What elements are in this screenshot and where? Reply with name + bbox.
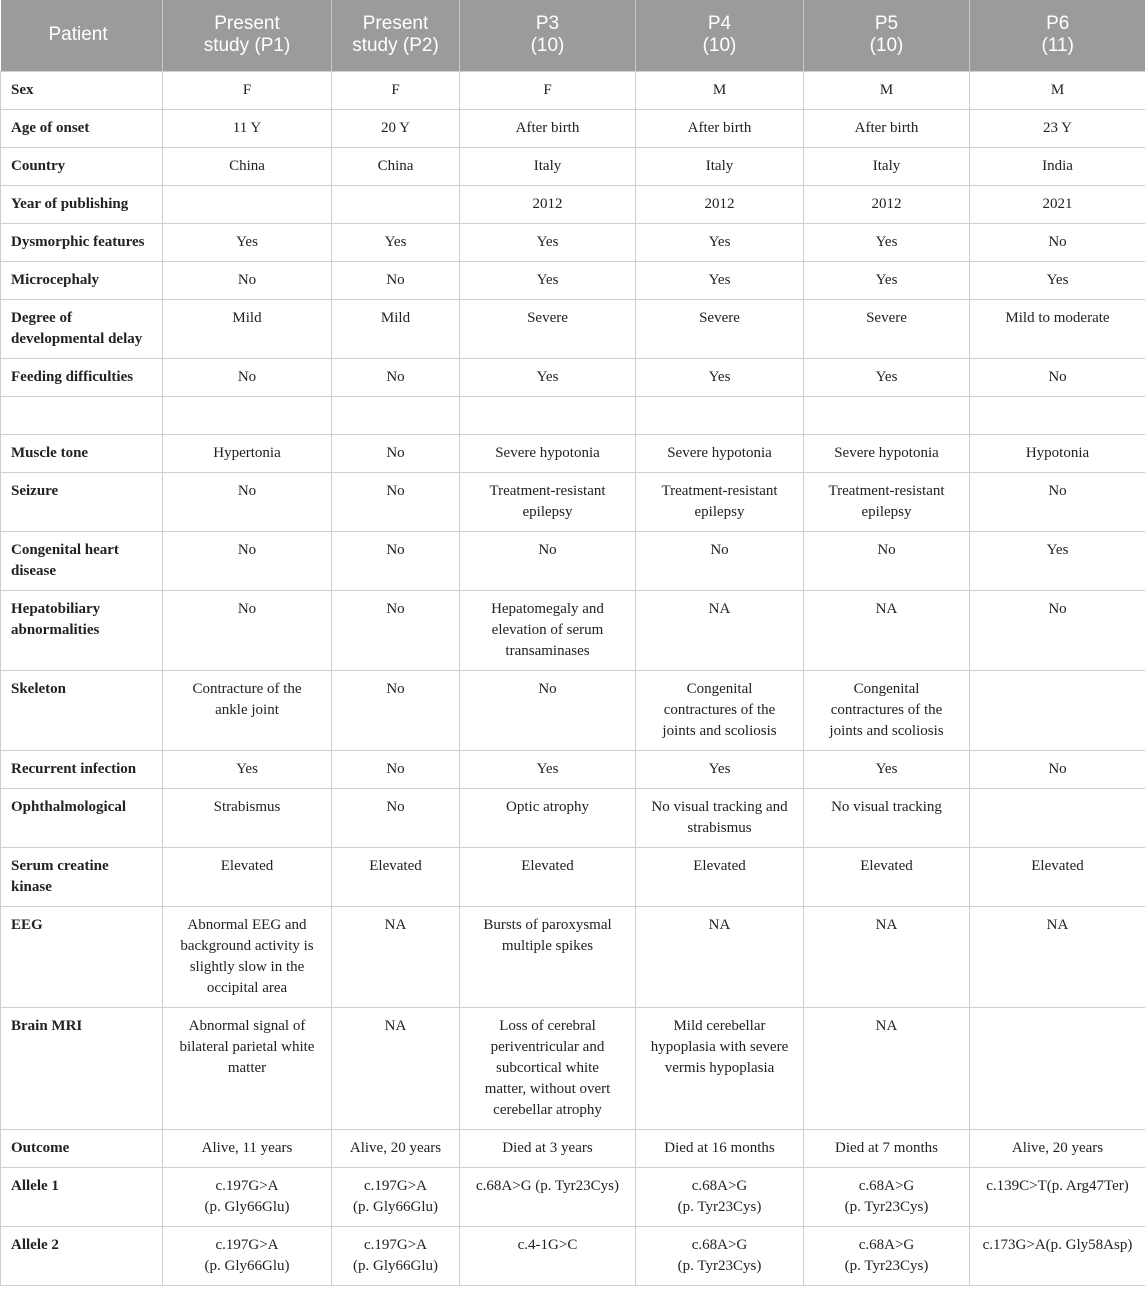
table-row [1, 906, 1145, 1007]
table-cell: India [970, 147, 1145, 185]
row-label: Sex [1, 71, 163, 109]
table-cell: Congenital contractures of the joints and scoliosis [804, 670, 970, 750]
table-cell: Elevated [460, 847, 636, 906]
header-column: P4 (10) [636, 0, 804, 71]
table-cell: Loss of cerebral periventricular and subcortical white matter, without overt cerebellar atrophy [460, 1007, 636, 1129]
table-cell: Hepatomegaly and elevation of serum transaminases [460, 590, 636, 670]
table-cell: Treatment-resistant epilepsy [460, 472, 636, 531]
table-cell: Strabismus [163, 788, 332, 847]
row-label: Degree of developmental delay [1, 299, 163, 358]
table-cell: NA [804, 590, 970, 670]
table-cell: Alive, 20 years [332, 1129, 460, 1167]
table-cell: Alive, 20 years [970, 1129, 1145, 1167]
row-label: Skeleton [1, 670, 163, 750]
table-cell: c.68A>G (p. Tyr23Cys) [804, 1167, 970, 1226]
table-cell: No [332, 590, 460, 670]
table-row [1, 1167, 1145, 1226]
table-cell: Abnormal EEG and background activity is slightly slow in the occipital area [163, 906, 332, 1007]
table-body [1, 71, 1145, 1285]
table-cell: No [332, 472, 460, 531]
table-cell: No [163, 472, 332, 531]
table-cell: No [970, 358, 1145, 396]
table-cell: Mild [163, 299, 332, 358]
table-row [1, 847, 1145, 906]
table-cell: Severe [636, 299, 804, 358]
table-cell: Yes [163, 223, 332, 261]
table-cell: Severe hypotonia [804, 434, 970, 472]
table-cell [460, 396, 636, 434]
table-cell: c.197G>A (p. Gly66Glu) [332, 1167, 460, 1226]
row-label [1, 396, 163, 434]
table-cell: M [636, 71, 804, 109]
table-cell: Yes [163, 750, 332, 788]
table-cell: Treatment-resistant epilepsy [804, 472, 970, 531]
table-cell: Mild [332, 299, 460, 358]
table-cell: Yes [970, 261, 1145, 299]
header-column: P3 (10) [460, 0, 636, 71]
table-cell: No [460, 531, 636, 590]
row-label: Serum creatine kinase [1, 847, 163, 906]
table-cell: M [970, 71, 1145, 109]
table-cell [163, 185, 332, 223]
table-cell: Elevated [332, 847, 460, 906]
table-cell: Yes [970, 531, 1145, 590]
row-label: Muscle tone [1, 434, 163, 472]
table-cell: Bursts of paroxysmal multiple spikes [460, 906, 636, 1007]
table-cell: After birth [460, 109, 636, 147]
table-row [1, 109, 1145, 147]
table-cell: No [970, 590, 1145, 670]
table-cell [804, 396, 970, 434]
table-cell: Mild cerebellar hypoplasia with severe vermis hypoplasia [636, 1007, 804, 1129]
table-cell: Optic atrophy [460, 788, 636, 847]
header-column: Present study (P1) [163, 0, 332, 71]
table-cell: Yes [460, 261, 636, 299]
table-cell: After birth [804, 109, 970, 147]
row-label: Dysmorphic features [1, 223, 163, 261]
table-row [1, 223, 1145, 261]
table-cell: Yes [804, 358, 970, 396]
header-patient: Patient [1, 0, 163, 71]
table-cell: c.68A>G (p. Tyr23Cys) [636, 1226, 804, 1285]
table-row [1, 670, 1145, 750]
table-cell: c.197G>A (p. Gly66Glu) [332, 1226, 460, 1285]
table-cell: NA [804, 1007, 970, 1129]
table-cell: Severe [460, 299, 636, 358]
table-cell: Yes [636, 750, 804, 788]
table-cell [636, 396, 804, 434]
table-cell: c.68A>G (p. Tyr23Cys) [636, 1167, 804, 1226]
table-cell: Hypertonia [163, 434, 332, 472]
row-label: Outcome [1, 1129, 163, 1167]
table-cell [970, 396, 1145, 434]
row-label: Allele 2 [1, 1226, 163, 1285]
table-row [1, 434, 1145, 472]
table-cell: F [460, 71, 636, 109]
table-cell [163, 396, 332, 434]
table-cell: After birth [636, 109, 804, 147]
table-cell: Yes [332, 223, 460, 261]
row-label: Feeding difficulties [1, 358, 163, 396]
table-cell [970, 788, 1145, 847]
table-cell: No [332, 750, 460, 788]
table-cell: China [332, 147, 460, 185]
row-label: Allele 1 [1, 1167, 163, 1226]
table-row [1, 1007, 1145, 1129]
row-label: Congenital heart disease [1, 531, 163, 590]
table-cell: 2021 [970, 185, 1145, 223]
table-row [1, 1129, 1145, 1167]
row-label: Recurrent infection [1, 750, 163, 788]
table-row [1, 1226, 1145, 1285]
table-row [1, 472, 1145, 531]
header-column: Present study (P2) [332, 0, 460, 71]
table-header [1, 0, 1145, 71]
table-cell: NA [332, 1007, 460, 1129]
table-cell: 2012 [804, 185, 970, 223]
table-cell: No [163, 531, 332, 590]
table-cell: China [163, 147, 332, 185]
table-cell: Died at 3 years [460, 1129, 636, 1167]
table-cell: No [163, 358, 332, 396]
table-cell: No [163, 590, 332, 670]
table-cell [970, 1007, 1145, 1129]
table-cell: No [970, 750, 1145, 788]
table-cell: c.4-1G>C [460, 1226, 636, 1285]
table-row [1, 299, 1145, 358]
table-row [1, 396, 1145, 434]
table-cell: F [163, 71, 332, 109]
row-label: Hepatobiliary abnormalities [1, 590, 163, 670]
table-cell: Italy [804, 147, 970, 185]
table-row [1, 590, 1145, 670]
table-cell [332, 396, 460, 434]
table-cell: Mild to moderate [970, 299, 1145, 358]
row-label: Brain MRI [1, 1007, 163, 1129]
table-cell: NA [970, 906, 1145, 1007]
table-cell: M [804, 71, 970, 109]
table-cell: No [636, 531, 804, 590]
table-cell: 20 Y [332, 109, 460, 147]
table-cell: Yes [804, 223, 970, 261]
table-cell: NA [804, 906, 970, 1007]
table-cell [332, 185, 460, 223]
row-label: Year of publishing [1, 185, 163, 223]
table-cell: No [163, 261, 332, 299]
row-label: Ophthalmological [1, 788, 163, 847]
table-cell: Severe hypotonia [636, 434, 804, 472]
table-cell: c.197G>A (p. Gly66Glu) [163, 1226, 332, 1285]
table-row [1, 750, 1145, 788]
table-cell: Yes [804, 261, 970, 299]
table-cell: Yes [804, 750, 970, 788]
table-row [1, 71, 1145, 109]
table-cell: No [804, 531, 970, 590]
table-cell: c.68A>G (p. Tyr23Cys) [804, 1226, 970, 1285]
table-cell: Died at 16 months [636, 1129, 804, 1167]
table-row [1, 358, 1145, 396]
table-cell: Yes [460, 358, 636, 396]
header-row [1, 0, 1145, 71]
table-cell: c.197G>A (p. Gly66Glu) [163, 1167, 332, 1226]
table-cell: 11 Y [163, 109, 332, 147]
table-cell: Yes [636, 358, 804, 396]
table-cell: Congenital contractures of the joints and scoliosis [636, 670, 804, 750]
row-label: Country [1, 147, 163, 185]
table-cell: No [332, 261, 460, 299]
table-cell: No [332, 358, 460, 396]
table-cell: Hypotonia [970, 434, 1145, 472]
table-cell: 23 Y [970, 109, 1145, 147]
table-cell: NA [332, 906, 460, 1007]
table-cell: Italy [460, 147, 636, 185]
table-cell: Elevated [970, 847, 1145, 906]
table-cell: No [460, 670, 636, 750]
table-cell: c.68A>G (p. Tyr23Cys) [460, 1167, 636, 1226]
table-cell: Yes [460, 750, 636, 788]
table-cell: Abnormal signal of bilateral parietal white matter [163, 1007, 332, 1129]
table-cell: No [332, 531, 460, 590]
table-cell: c.139C>T(p. Arg47Ter) [970, 1167, 1145, 1226]
table-cell: Severe [804, 299, 970, 358]
table-row [1, 531, 1145, 590]
table-cell [970, 670, 1145, 750]
table-cell: Contracture of the ankle joint [163, 670, 332, 750]
table-cell: Yes [636, 223, 804, 261]
table-cell: No [332, 670, 460, 750]
table-cell: c.173G>A(p. Gly58Asp) [970, 1226, 1145, 1285]
table-cell: Died at 7 months [804, 1129, 970, 1167]
table-row [1, 185, 1145, 223]
table-cell: Elevated [804, 847, 970, 906]
header-column: P6 (11) [970, 0, 1145, 71]
row-label: Seizure [1, 472, 163, 531]
table-cell: Italy [636, 147, 804, 185]
table-cell: Elevated [636, 847, 804, 906]
table-cell: 2012 [460, 185, 636, 223]
table-row [1, 147, 1145, 185]
table-cell: F [332, 71, 460, 109]
table-cell: 2012 [636, 185, 804, 223]
table-cell: Treatment-resistant epilepsy [636, 472, 804, 531]
row-label: Age of onset [1, 109, 163, 147]
table-cell: Yes [636, 261, 804, 299]
table-cell: Severe hypotonia [460, 434, 636, 472]
table-cell: Elevated [163, 847, 332, 906]
table-row [1, 788, 1145, 847]
table-cell: No visual tracking [804, 788, 970, 847]
header-column: P5 (10) [804, 0, 970, 71]
table-cell: NA [636, 906, 804, 1007]
row-label: EEG [1, 906, 163, 1007]
table-cell: Yes [460, 223, 636, 261]
table-cell: No [332, 434, 460, 472]
table-cell: No visual tracking and strabismus [636, 788, 804, 847]
table-cell: No [970, 472, 1145, 531]
row-label: Microcephaly [1, 261, 163, 299]
table-row [1, 261, 1145, 299]
table-cell: Alive, 11 years [163, 1129, 332, 1167]
table-cell: No [970, 223, 1145, 261]
table-cell: No [332, 788, 460, 847]
table-cell: NA [636, 590, 804, 670]
